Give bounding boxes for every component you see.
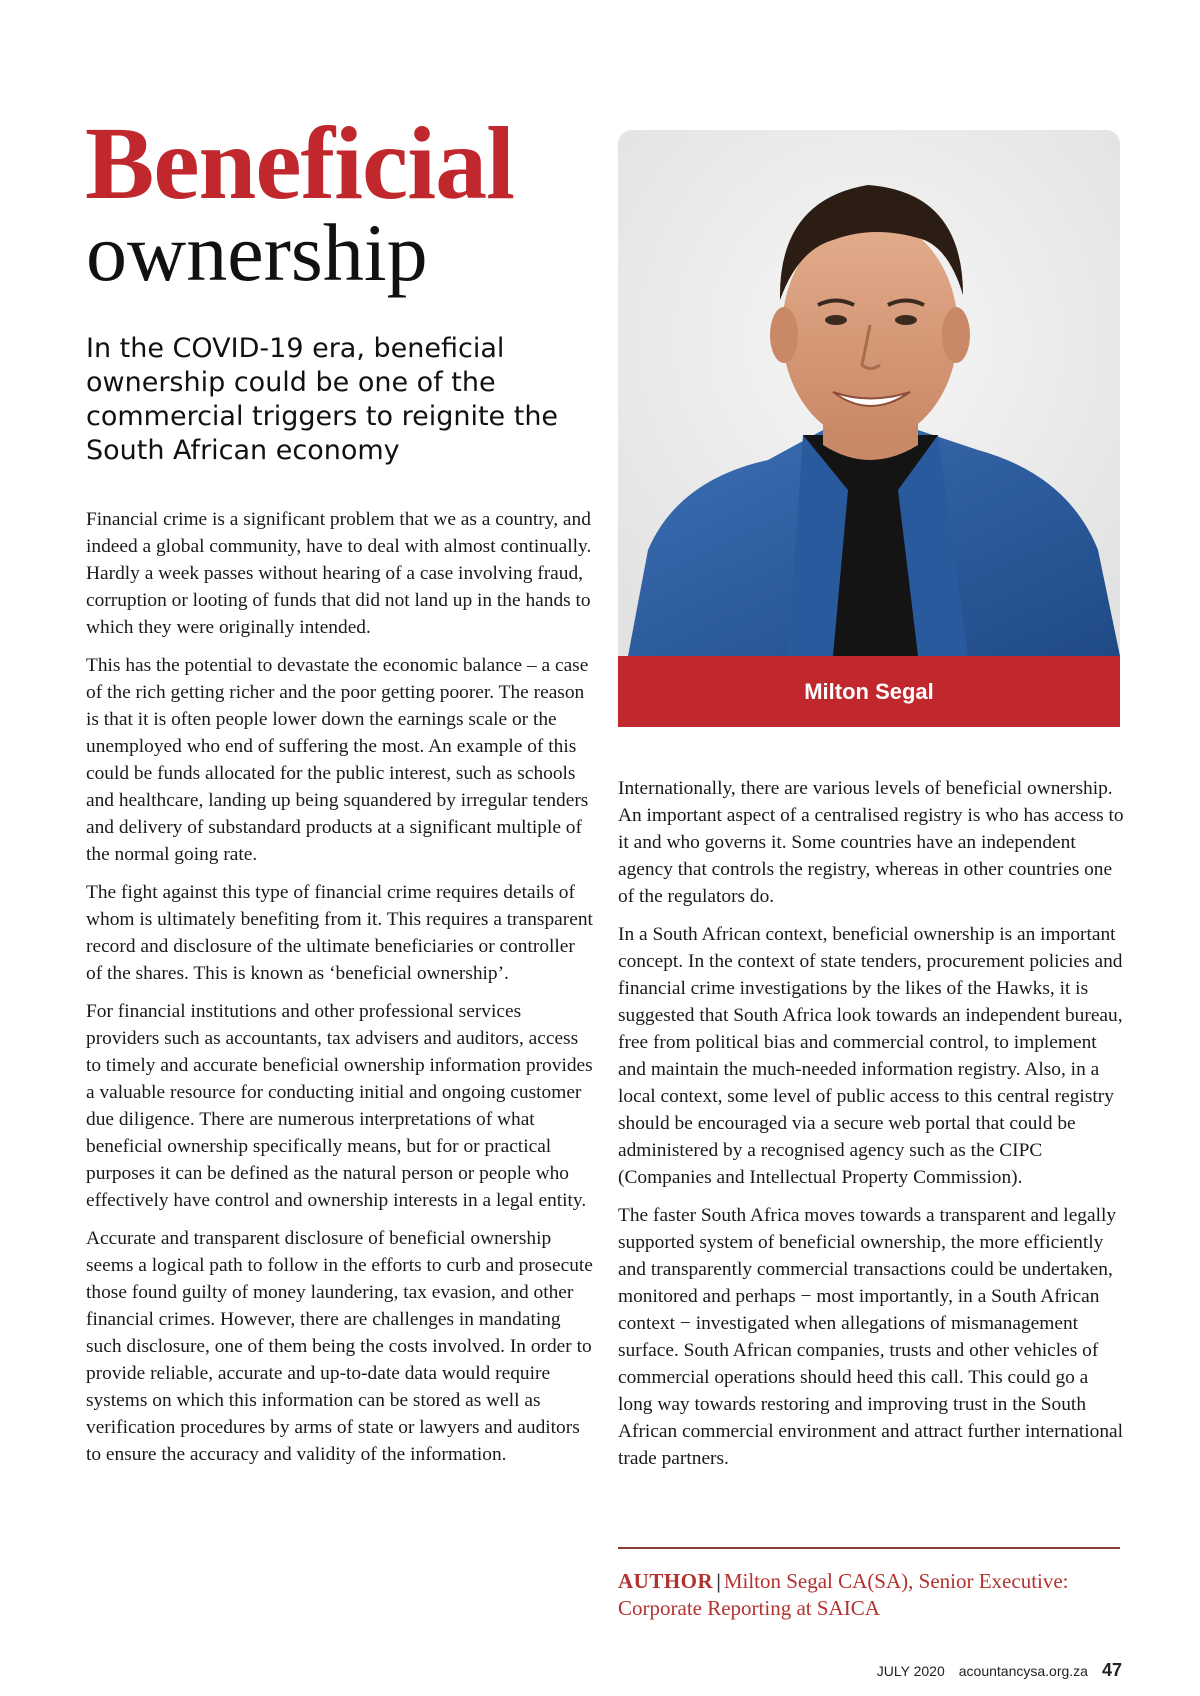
body-paragraph: Accurate and transparent disclosure of beneficial ownership seems a logical path to follow in the efforts to curb and prosecute those found guilty of money laundering, tax evasion, and other financial crimes. However, there are challenges in mandating such disclosure, one of them being the costs involved. In order to provide reliable, accurate and up-to-date data would require systems on which this information can be stored as well as verification procedures by arms of state or lawyers and auditors to ensure the accuracy and validity of the information. <box>86 1228 593 1465</box>
footer-website: acountancysa.org.za <box>958 1663 1088 1679</box>
body-column-left <box>86 506 594 1479</box>
body-paragraph: The fight against this type of financial crime requires details of whom is ultimately benefiting from it. This requires a transparent record and disclosure of the ultimate beneficiaries or controller of the shares. This is known as ‘beneficial ownership’. <box>86 882 593 984</box>
body-paragraph: In a South African context, beneficial ownership is an important concept. In the context of state tenders, procurement policies and financial crime investigations by the likes of the Hawks, it is suggested that South Africa look towards an independent bureau, free from political bias and commercial control, to implement and maintain the much-needed information registry. Also, in a local context, some level of public access to this central registry should be encouraged via a secure web portal that could be administered by a recognised agency such as the CIPC (Companies and Intellectual Property Commission). <box>618 924 1123 1188</box>
photo-caption: Milton Segal <box>618 656 1120 727</box>
body-paragraph: Financial crime is a significant problem that we as a country, and indeed a global community, have to deal with almost continually. Hardly a week passes without hearing of a case involving fraud, corruption or looting of funds that did not land up in the hands to which they were originally intended. <box>86 509 592 638</box>
article-title: Beneficial <box>85 106 515 221</box>
author-separator: | <box>716 1569 721 1593</box>
article-standfirst: In the COVID-19 era, beneficial ownership could be one of the commercial triggers to reignite the South African economy <box>86 333 559 466</box>
author-text: Milton Segal CA(SA), Senior Executive: Corporate Reporting at SAICA <box>618 1569 1069 1620</box>
author-photo-card <box>618 130 1120 727</box>
body-paragraph: The faster South Africa moves towards a transparent and legally supported system of beneficial ownership, the more efficiently and transparently commercial transactions could be undertaken, monitored and perhaps − most importantly, in a South African context − investigated when allegations of mismanagement surface. South African companies, trusts and other vehicles of commercial operations should heed this call. This could go a long way towards restoring and improving trust in the South African commercial environment and attract further international trade partners. <box>618 1205 1124 1469</box>
body-paragraph: This has the potential to devastate the economic balance – a case of the rich getting richer and the poor getting poorer. The reason is that it is often people lower down the earnings scale or the unemployed who end of suffering the most. An example of this could be funds allocated for the public interest, such as schools and healthcare, landing up being squandered by irregular tenders and delivery of substandard products at a significant multiple of the normal going rate. <box>86 655 589 865</box>
author-divider <box>618 1547 1120 1549</box>
body-paragraph: For financial institutions and other professional services providers such as accountants, tax advisers and auditors, access to timely and accurate beneficial ownership information provides a valuable resource for conducting initial and ongoing customer due diligence. There are numerous interpretations of what beneficial ownership specifically means, but for or practical purposes it can be defined as the natural person or people who effectively have control and ownership interests in a legal entity. <box>86 1001 593 1211</box>
author-credit <box>618 1568 1118 1622</box>
page-number: 47 <box>1101 1660 1122 1680</box>
author-label: AUTHOR <box>618 1569 714 1593</box>
article-title-subline: ownership <box>86 207 428 298</box>
body-paragraph: Internationally, there are various levels of beneficial ownership. An important aspect of a centralised registry is who has access to it and who governs it. Some countries have an independent agency that controls the registry, whereas in other countries one of the regulators do. <box>618 778 1124 907</box>
page-footer <box>863 1660 1122 1681</box>
footer-issue: JULY 2020 <box>876 1663 945 1679</box>
body-column-right <box>618 775 1124 1483</box>
author-portrait-image <box>618 130 1120 656</box>
